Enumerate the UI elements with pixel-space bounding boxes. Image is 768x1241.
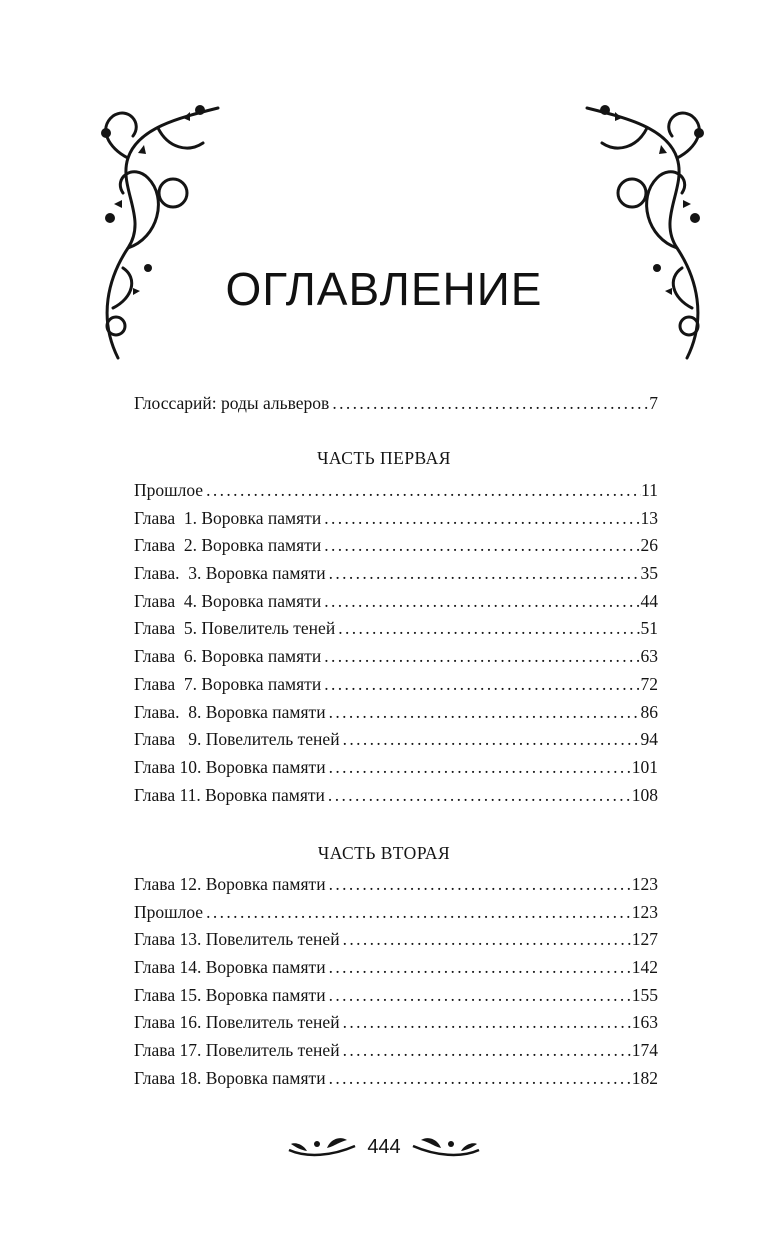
toc-entry-label: Глава 6. Воровка памяти [134,646,322,667]
dot-leader [335,618,640,639]
toc-entry-label: Глава 7. Воровка памяти [134,673,322,694]
toc-row [134,1012,658,1040]
part-two-heading: ЧАСТЬ ВТОРАЯ [317,843,451,863]
toc-row [134,480,658,508]
toc-row [134,508,658,536]
toc-row [134,1040,658,1068]
toc-entry-page: 101 [631,756,658,777]
toc-entry-page: 142 [631,957,658,978]
dot-leader [326,757,632,778]
page-title: ОГЛАВЛЕНИЕ [225,263,543,315]
glossary-entry [134,393,658,421]
toc-entry-label: Глава 18. Воровка памяти [134,1067,326,1088]
part-one-heading: ЧАСТЬ ПЕРВАЯ [317,448,451,468]
dot-leader [340,929,632,950]
toc-entry-page: 182 [631,1067,658,1088]
toc-row [134,729,658,757]
toc-entry-label: Глава 15. Воровка памяти [134,984,326,1005]
toc-entry-page: 155 [631,984,658,1005]
dot-leader [321,591,640,612]
toc-entry-label: Глава 11. Воровка памяти [134,784,325,805]
toc-entry-page: 163 [631,1012,658,1033]
toc-entry-page: 123 [631,901,658,922]
rose-vine-corner-left-icon [88,88,223,366]
toc-row [134,785,658,813]
toc-entry-label: Прошлое [134,480,204,500]
dot-leader [321,646,640,667]
toc-entry-label: Глава 17. Повелитель теней [134,1040,340,1061]
dot-leader [326,874,632,895]
dot-leader [203,480,641,501]
part-one-list [134,480,658,812]
toc-entry-label: Глава 4. Воровка памяти [134,590,322,611]
toc-entry-label: Глава 10. Воровка памяти [134,756,326,777]
toc-row [134,563,658,591]
dot-leader [340,1040,632,1061]
toc-row [134,929,658,957]
toc-entry-label: Глоссарий: роды альверов [134,393,330,413]
leaf-flourish-right-icon [411,1134,481,1160]
dot-leader [326,702,641,723]
toc-entry-page: 51 [640,618,658,639]
toc-row [134,674,658,702]
dot-leader [326,563,641,584]
toc-row [134,702,658,730]
toc-entry-page: 72 [640,673,658,694]
leaf-flourish-left-icon [287,1134,357,1160]
toc-entry-label: Глава 5. Повелитель теней [134,618,336,639]
toc-entry-label: Глава. 8. Воровка памяти [134,701,326,722]
dot-leader [326,957,632,978]
toc-entry-label: Глава 13. Повелитель теней [134,929,340,950]
toc-row [134,535,658,563]
dot-leader [340,1012,632,1033]
dot-leader [203,902,632,923]
rose-vine-corner-right-icon [582,88,717,366]
toc-row [134,902,658,930]
toc-entry-page: 11 [641,480,658,500]
toc-entry-label: Глава 2. Воровка памяти [134,535,322,556]
dot-leader [321,535,640,556]
toc-entry-label: Глава 1. Воровка памяти [134,507,322,528]
dot-leader [321,508,640,529]
toc-entry-page: 26 [640,535,658,556]
dot-leader [326,985,632,1006]
toc-entry-page: 174 [631,1040,658,1061]
dot-leader [329,393,649,414]
toc-entry-page: 13 [640,507,658,528]
dot-leader [326,1068,632,1089]
toc-row [134,757,658,785]
toc-entry-label: Глава 14. Воровка памяти [134,957,326,978]
toc-entry-page: 44 [640,590,658,611]
toc-row [134,874,658,902]
toc-row [134,393,658,421]
toc-entry-page: 86 [640,701,658,722]
toc-row [134,591,658,619]
toc-entry-label: Глава. 3. Воровка памяти [134,563,326,584]
toc-entry-page: 108 [631,784,658,805]
toc-entry-label: Глава 12. Воровка памяти [134,874,326,894]
toc-row [134,957,658,985]
dot-leader [325,785,632,806]
toc-entry-page: 94 [640,729,658,750]
toc-entry-label: Прошлое [134,901,204,922]
dot-leader [340,729,641,750]
toc-entry-label: Глава 9. Повелитель теней [134,729,340,750]
toc-entry-page: 35 [640,563,658,584]
toc-entry-label: Глава 16. Повелитель теней [134,1012,340,1033]
page-footer [0,1134,768,1160]
toc-entry-page: 7 [649,393,658,413]
toc-entry-page: 63 [640,646,658,667]
toc-entry-page: 127 [631,929,658,950]
part-two-list [134,874,658,1096]
toc-row [134,618,658,646]
toc-row [134,985,658,1013]
toc-entry-page: 123 [631,874,658,894]
toc-row [134,646,658,674]
dot-leader [321,674,640,695]
toc-row [134,1068,658,1096]
page-number: 444 [367,1135,401,1158]
